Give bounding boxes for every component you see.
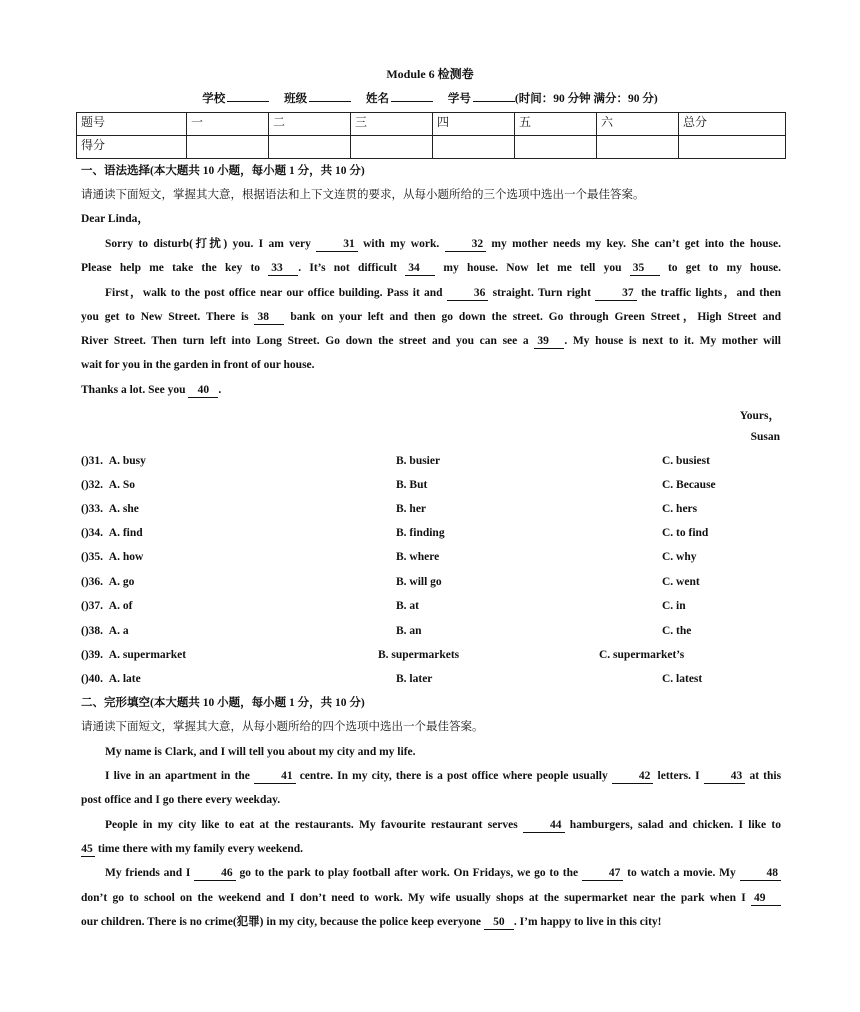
number-blank[interactable] bbox=[473, 91, 515, 102]
blank-48[interactable]: 48 bbox=[740, 867, 782, 881]
option-c[interactable]: C. went bbox=[662, 576, 700, 588]
name-blank[interactable] bbox=[391, 91, 433, 102]
passage1-line: wait for you in the garden in front of our house. bbox=[81, 359, 315, 371]
school-label: 学校 bbox=[202, 93, 226, 105]
letter-greeting: Dear Linda， bbox=[81, 213, 149, 225]
table-cell: 得分 bbox=[77, 136, 187, 159]
passage2-line: don’t go to school on the weekend and I don’t need to work. My wife usually shops at the supermarket near the park when I 49 bbox=[81, 891, 781, 906]
question-item[interactable]: ()35. A. how bbox=[81, 551, 144, 563]
option-b[interactable]: B. later bbox=[396, 673, 433, 685]
option-c[interactable]: C. why bbox=[662, 551, 697, 563]
blank-44[interactable]: 44 bbox=[523, 819, 565, 833]
option-b[interactable]: B. her bbox=[396, 503, 427, 515]
blank-33[interactable]: 33 bbox=[268, 262, 298, 276]
option-c[interactable]: C. to find bbox=[662, 527, 709, 539]
time-score-label: (时间：90 分钟 满分：90 分) bbox=[514, 93, 658, 105]
blank-31[interactable]: 31 bbox=[316, 238, 358, 252]
table-cell: 四 bbox=[433, 113, 515, 136]
score-cell[interactable] bbox=[597, 136, 679, 159]
table-cell: 二 bbox=[269, 113, 351, 136]
blank-36[interactable]: 36 bbox=[447, 287, 489, 301]
question-item[interactable]: ()31. A. busy bbox=[81, 455, 146, 467]
blank-42[interactable]: 42 bbox=[612, 770, 654, 784]
passage2-line: post office and I go there every weekday. bbox=[81, 794, 281, 806]
score-value-row bbox=[77, 136, 786, 159]
table-cell: 总分 bbox=[679, 113, 786, 136]
question-item[interactable]: ()40. A. late bbox=[81, 673, 141, 685]
passage1-line: Please help me take the key to 33 . It’s not difficult 34 my house. Now let me tell you 35 to get to my house. bbox=[81, 262, 782, 274]
section2-instruction: 请通读下面短文，掌握其大意，从每小题所给的四个选项中选出一个最佳答案。 bbox=[81, 721, 484, 733]
score-header-row bbox=[77, 113, 786, 136]
school-blank[interactable] bbox=[227, 91, 269, 102]
question-item[interactable]: ()34. A. find bbox=[81, 527, 143, 539]
number-label: 学号 bbox=[447, 93, 471, 105]
section2-heading: 二、完形填空(本大题共 10 小题，每小题 1 分，共 10 分) bbox=[81, 697, 365, 709]
blank-40[interactable]: 40 bbox=[188, 384, 218, 398]
option-c[interactable]: C. supermarket’s bbox=[599, 649, 685, 661]
blank-37[interactable]: 37 bbox=[595, 287, 637, 301]
option-b[interactable]: B. finding bbox=[396, 527, 445, 539]
blank-41[interactable]: 41 bbox=[254, 770, 296, 784]
section1-heading: 一、语法选择(本大题共 10 小题，每小题 1 分，共 10 分) bbox=[81, 165, 365, 177]
question-item[interactable]: ()39. A. supermarket bbox=[81, 649, 187, 661]
table-cell: 五 bbox=[515, 113, 597, 136]
score-cell[interactable] bbox=[679, 136, 786, 159]
score-cell[interactable] bbox=[433, 136, 515, 159]
student-info-line bbox=[0, 90, 860, 106]
passage1-line: Thanks a lot. See you 40 . bbox=[81, 384, 222, 396]
class-blank[interactable] bbox=[309, 91, 351, 102]
table-cell: 三 bbox=[351, 113, 433, 136]
blank-46[interactable]: 46 bbox=[194, 867, 236, 881]
blank-45[interactable]: 45 bbox=[81, 843, 95, 857]
table-cell: 题号 bbox=[77, 113, 187, 136]
option-b[interactable]: B. an bbox=[396, 625, 422, 637]
score-cell[interactable] bbox=[515, 136, 597, 159]
question-item[interactable]: ()32. A. So bbox=[81, 479, 135, 491]
blank-50[interactable]: 50 bbox=[484, 916, 514, 930]
passage1-line: River Street. Then turn left into Long Street. Go down the street and you can see a 39 . My house is next to it. My mother will bbox=[81, 335, 781, 347]
option-b[interactable]: B. supermarkets bbox=[378, 649, 460, 661]
letter-closing: Yours， bbox=[739, 410, 780, 422]
option-c[interactable]: C. busiest bbox=[662, 455, 710, 467]
class-label: 班级 bbox=[284, 93, 308, 105]
name-label: 姓名 bbox=[366, 93, 390, 105]
question-item[interactable]: ()33. A. she bbox=[81, 503, 139, 515]
page-title: Module 6 检测卷 bbox=[386, 67, 474, 81]
option-b[interactable]: B. But bbox=[396, 479, 428, 491]
passage2-line: People in my city like to eat at the restaurants. My favourite restaurant serves 44 hamburgers, salad and chicken. I like to bbox=[105, 819, 781, 831]
score-cell[interactable] bbox=[269, 136, 351, 159]
question-item[interactable]: ()36. A. go bbox=[81, 576, 135, 588]
passage2-line: My name is Clark, and I will tell you about my city and my life. bbox=[105, 746, 416, 758]
passage1-line: First，walk to the post office near our office building. Pass it and 36 straight. Turn right 37 the traffic lights，and then bbox=[105, 287, 782, 299]
blank-47[interactable]: 47 bbox=[582, 867, 624, 881]
option-b[interactable]: B. will go bbox=[396, 576, 442, 588]
blank-43[interactable]: 43 bbox=[704, 770, 746, 784]
blank-38[interactable]: 38 bbox=[254, 311, 284, 325]
option-c[interactable]: C. in bbox=[662, 600, 686, 612]
table-cell: 六 bbox=[597, 113, 679, 136]
score-cell[interactable] bbox=[187, 136, 269, 159]
option-c[interactable]: C. hers bbox=[662, 503, 698, 515]
option-c[interactable]: C. the bbox=[662, 625, 692, 637]
passage2-line: I live in an apartment in the 41 centre. In my city, there is a post office where people usually 42 letters. I 43 at this bbox=[105, 770, 782, 782]
table-cell: 一 bbox=[187, 113, 269, 136]
passage1-line: Sorry to disturb(打扰) you. I am very 31 with my work. 32 my mother needs my key. She can’t get into the house. bbox=[105, 238, 781, 250]
blank-39[interactable]: 39 bbox=[534, 335, 564, 349]
option-b[interactable]: B. where bbox=[396, 551, 440, 563]
passage1-line: you get to New Street. There is 38 bank on your left and then go down the street. Go through Green Street，High Street and bbox=[81, 311, 782, 323]
score-table bbox=[76, 112, 786, 159]
question-item[interactable]: ()37. A. of bbox=[81, 600, 133, 612]
blank-32[interactable]: 32 bbox=[445, 238, 487, 252]
option-b[interactable]: B. at bbox=[396, 600, 419, 612]
score-cell[interactable] bbox=[351, 136, 433, 159]
passage2-line: My friends and I 46 go to the park to play football after work. On Fridays, we go to the 47 to watch a movie. My 48 bbox=[81, 866, 781, 881]
option-c[interactable]: C. latest bbox=[662, 673, 703, 685]
question-item[interactable]: ()38. A. a bbox=[81, 625, 129, 637]
blank-49[interactable]: 49 bbox=[751, 892, 781, 906]
section1-instruction: 请通读下面短文，掌握其大意，根据语法和上下文连贯的要求，从每小题所给的三个选项中选出一个最佳答案。 bbox=[81, 189, 645, 201]
blank-35[interactable]: 35 bbox=[630, 262, 660, 276]
passage2-line: 45 time there with my family every weekend. bbox=[81, 843, 304, 855]
passage2-line: our children. There is no crime(犯罪) in my city, because the police keep everyone 50 . I’m happy to live in this city! bbox=[81, 916, 662, 928]
blank-34[interactable]: 34 bbox=[405, 262, 435, 276]
option-b[interactable]: B. busier bbox=[396, 455, 441, 467]
option-c[interactable]: C. Because bbox=[662, 479, 716, 491]
letter-signature: Susan bbox=[750, 431, 780, 443]
